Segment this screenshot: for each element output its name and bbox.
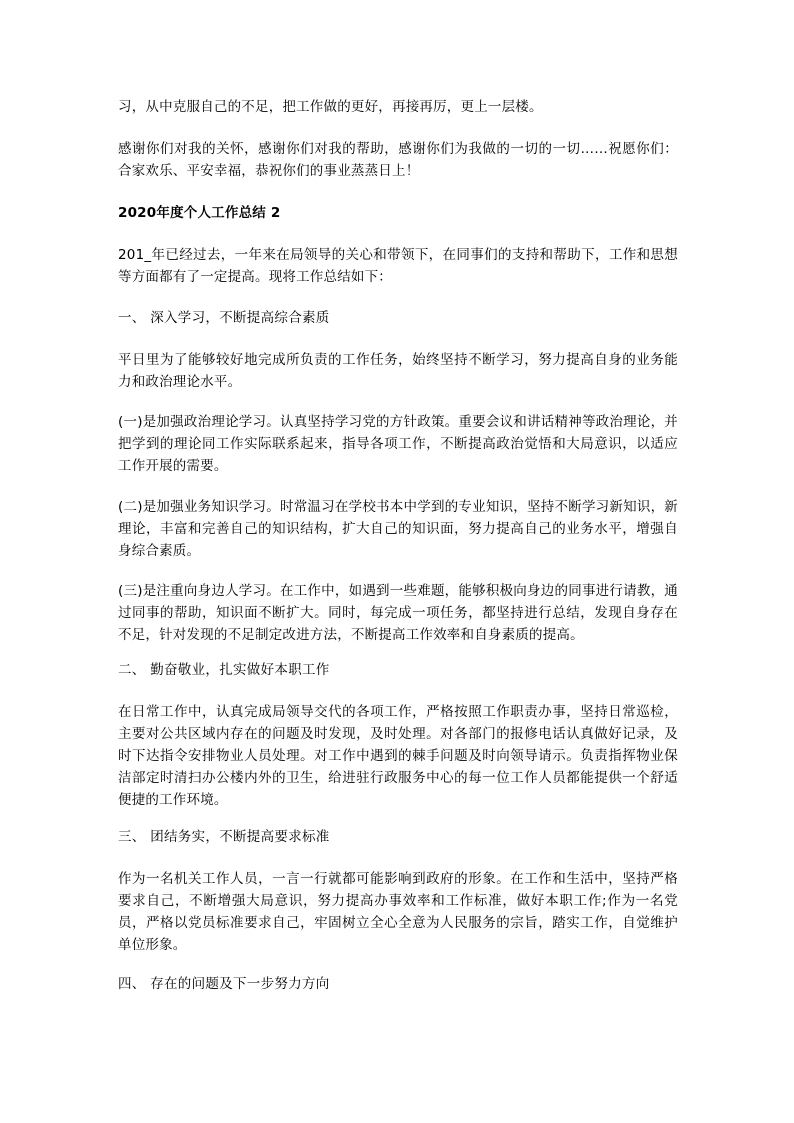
paragraph-s1-item3: (三)是注重向身边人学习。在工作中，如遇到一些难题，能够积极向身边的同事进行请教，通过同事的帮助，知识面不断扩大。同时，每完成一项任务，都坚持进行总结，发现自身存在不足，针对发现的不足制定改进方法，不断提高工作效率和自身素质的提高。	[118, 583, 678, 643]
section-title-2: 2020年度个人工作总结 2	[118, 205, 281, 221]
paragraph-s3: 作为一名机关工作人员，一言一行就都可能影响到政府的形象。在工作和生活中，坚持严格要求自己，不断增强大局意识，努力提高办事效率和工作标准，做好本职工作;作为一名党员，严格以党员标准要求自己，牢固树立全心全意为人民服务的宗旨，踏实工作，自觉维护单位形象。	[118, 871, 678, 953]
paragraph-s1-lead: 平日里为了能够较好地完成所负责的工作任务，始终坚持不断学习，努力提高自身的业务能力和政治理论水平。	[118, 352, 678, 390]
heading-section-3: 三、 团结务实，不断提高要求标准	[118, 829, 330, 845]
paragraph-intro: 201_年已经过去，一年来在局领导的关心和带领下，在同事们的支持和帮助下，工作和思想等方面都有了一定提高。现将工作总结如下：	[118, 247, 678, 285]
heading-section-2: 二、 勤奋敬业，扎实做好本职工作	[118, 662, 330, 678]
heading-section-1: 一、 深入学习，不断提高综合素质	[118, 310, 330, 326]
paragraph-s1-item2: (二)是加强业务知识学习。时常温习在学校书本中学到的专业知识，坚持不断学习新知识，新理论，丰富和完善自己的知识结构，扩大自己的知识面，努力提高自己的业务水平，增强自身综合素质。	[118, 499, 678, 559]
heading-section-4: 四、 存在的问题及下一步努力方向	[118, 976, 330, 992]
paragraph-s1-item1: (一)是加强政治理论学习。认真坚持学习党的方针政策。重要会议和讲话精神等政治理论，并把学到的理论同工作实际联系起来，指导各项工作，不断提高政治觉悟和大局意识，以适应工作开展的需要。	[118, 414, 678, 474]
paragraph-closing-study: 习，从中克服自己的不足，把工作做的更好，再接再厉，更上一层楼。	[118, 99, 543, 115]
paragraph-thanks: 感谢你们对我的关怀，感谢你们对我的帮助，感谢你们为我做的一切的一切……祝愿你们：合家欢乐、平安幸福，恭祝你们的事业蒸蒸日上！	[118, 141, 678, 179]
paragraph-s2: 在日常工作中，认真完成局领导交代的各项工作，严格按照工作职责办事，坚持日常巡检，主要对公共区域内存在的问题及时发现，及时处理。对各部门的报修电话认真做好记录，及时下达指令安排物业人员处理。对工作中遇到的棘手问题及时向领导请示。负责指挥物业保洁部定时清扫办公楼内外的卫生，给进驻行政服务中心的每一位工作人员都能提供一个舒适便捷的工作环境。	[118, 704, 678, 808]
